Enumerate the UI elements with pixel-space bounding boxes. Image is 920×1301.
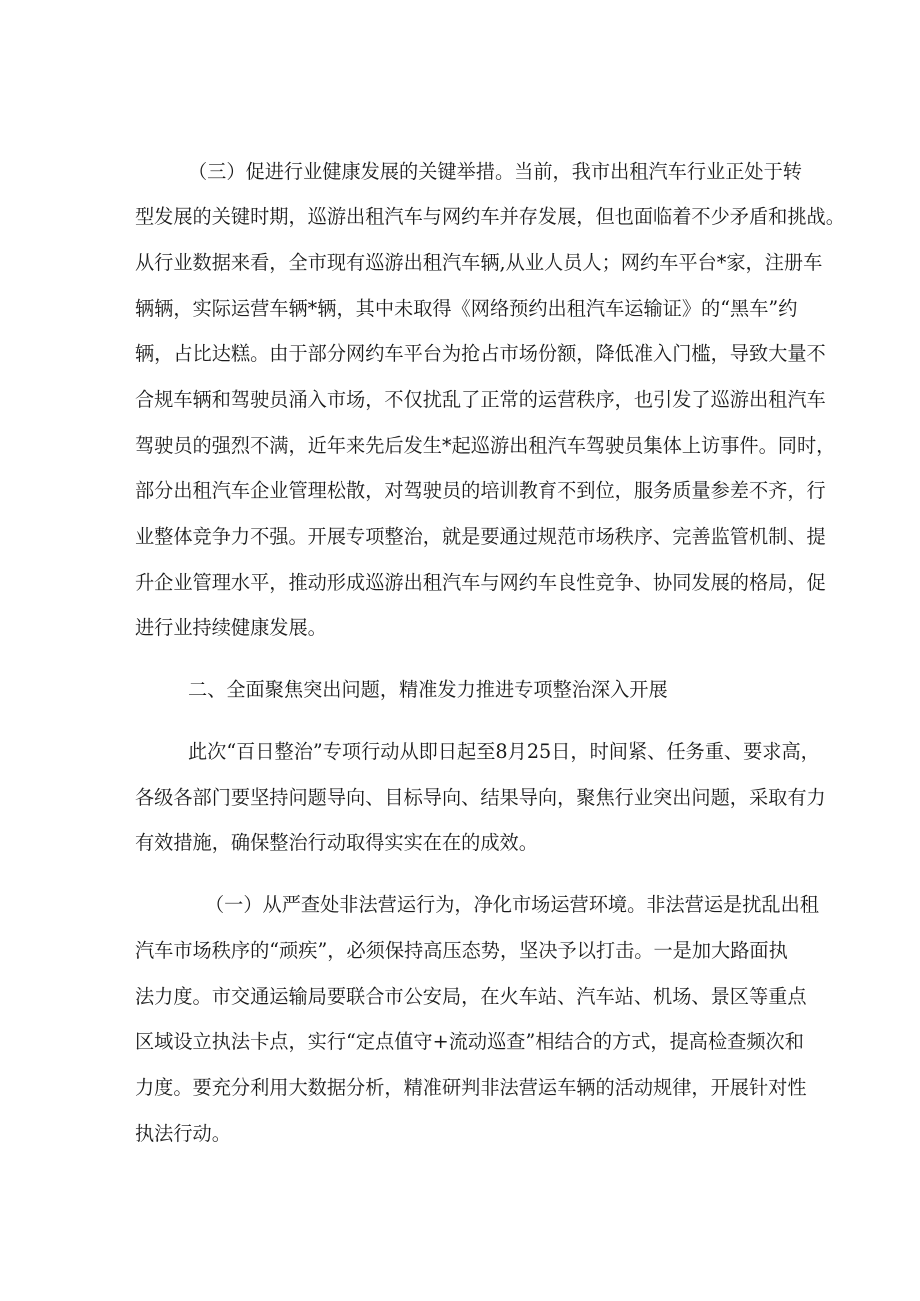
paragraph-line: 法力度。市交通运输局要联合市公安局，在火车站、汽车站、机场、景区等重点 <box>135 985 807 1008</box>
paragraph-line: 驾驶员的强烈不满，近年来先后发生*起巡游出租汽车驾驶员集体上访事件。同时， <box>135 434 836 457</box>
paragraph-line: 区域设立执法卡点，实行“定点值守+流动巡查”相结合的方式，提高检查频次和 <box>135 1030 804 1053</box>
paragraph-line: 各级各部门要坚持问题导向、目标导向、结果导向，聚焦行业突出问题，采取有力 <box>135 786 826 809</box>
paragraph-line: 型发展的关键时期，巡游出租汽车与网约车并存发展，但也面临着不少矛盾和挑战。 <box>135 205 845 228</box>
paragraph-line: （三）促进行业健康发展的关键举措。当前，我市出租汽车行业正处于转 <box>188 160 802 183</box>
paragraph-line: 从行业数据来看，全市现有巡游出租汽车辆,从业人员人；网约车平台*家，注册车 <box>135 251 823 274</box>
paragraph-line: 辆，占比达糕。由于部分网约车平台为抢占市场份额，降低准入门槛，导致大量不 <box>135 342 826 365</box>
paragraph-line: （一）从严查处非法营运行为，净化市场运营环境。非法营运是扰乱出租 <box>205 893 819 916</box>
paragraph-line: 部分出租汽车企业管理松散，对驾驶员的培训教育不到位，服务质量参差不齐，行 <box>135 479 826 502</box>
paragraph-line: 有效措施，确保整治行动取得实实在在的成效。 <box>135 831 538 854</box>
section-heading: 二、全面聚焦突出问题，精准发力推进专项整治深入开展 <box>188 678 668 701</box>
paragraph-line: 此次“百日整治”专项行动从即日起至8月25日，时间紧、任务重、要求高， <box>188 740 820 763</box>
paragraph-line: 进行业持续健康发展。 <box>135 616 327 639</box>
paragraph-line: 升企业管理水平，推动形成巡游出租汽车与网约车良性竞争、协同发展的格局，促 <box>135 571 826 594</box>
paragraph-line: 执法行动。 <box>135 1122 231 1145</box>
paragraph-line: 力度。要充分利用大数据分析，精准研判非法营运车辆的活动规律，开展针对性 <box>135 1076 807 1099</box>
paragraph-line: 业整体竞争力不强。开展专项整治，就是要通过规范市场秩序、完善监管机制、提 <box>135 525 826 548</box>
paragraph-line: 汽车市场秩序的“顽疾”，必须保持高压态势，坚决予以打击。一是加大路面执 <box>135 939 788 962</box>
paragraph-line: 辆辆，实际运营车辆*辆，其中未取得《网络预约出租汽车运输证》的“黑车”约 <box>135 297 798 320</box>
paragraph-line: 合规车辆和驾驶员涌入市场，不仅扰乱了正常的运营秩序，也引发了巡游出租汽车 <box>135 388 826 411</box>
